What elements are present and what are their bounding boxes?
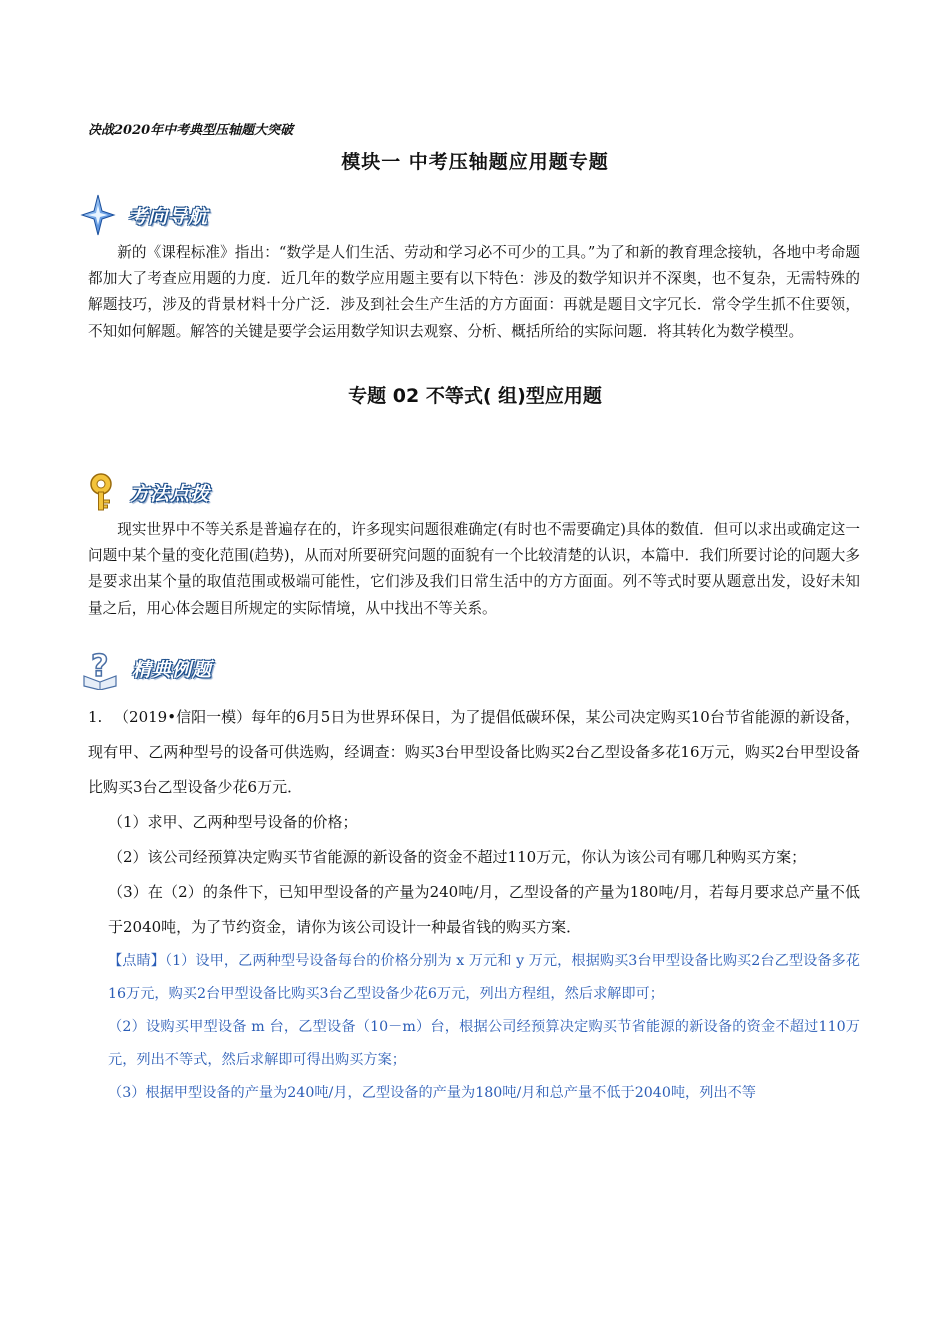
hint-1 — [88, 945, 860, 1011]
compass-star-icon — [80, 193, 116, 237]
section-header-kaoxiang — [80, 193, 208, 237]
hint-label: 【点睛】 — [108, 953, 165, 969]
section-header-jingdian — [80, 646, 212, 690]
module-title: 模块一 中考压轴题应用题专题 — [341, 151, 609, 173]
hint-2: （2）设购买甲型设备 m 台，乙型设备（10－m）台，根据公司经预算决定购买节省能源的新设备的资金不超过110万元，列出不等式，然后求解即可得出购买方案； — [108, 1019, 860, 1068]
topic-title: 专题 02 不等式( 组)型应用题 — [348, 385, 602, 407]
intro-paragraph: 新的《课程标准》指出：“数学是人们生活、劳动和学习必不可少的工具。”为了和新的教育理念接轨，各地中考命题都加大了考查应用题的力度．近几年的数学应用题主要有以下特色：涉及的数学知识并不深奥，也不复杂，无需特殊的解题技巧，涉及的背景材料十分广泛．涉及到社会生产生活的方方面面：再就是题目文字冗长．常令学生抓不住要领，不知如何解题。解答的关键是要学会运用数学知识去观察、分析、概括所给的实际问题．将其转化为数学模型。 — [88, 244, 860, 340]
question-part-2: （2）该公司经预算决定购买节省能源的新设备的资金不超过110万元，你认为该公司有哪几种购买方案； — [108, 848, 807, 866]
question-1 — [88, 700, 860, 1110]
hint-3: （3）根据甲型设备的产量为240吨/月，乙型设备的产量为180吨/月和总产量不低于2040吨，列出不等 — [108, 1085, 756, 1101]
question-book-icon — [80, 646, 120, 690]
section-label: 方法点拨 — [130, 482, 211, 505]
section-label: 精典例题 — [132, 658, 213, 681]
section-header-fangfa — [84, 470, 210, 514]
key-icon — [84, 472, 118, 512]
question-stem-text: （2019•信阳一模）每年的6月5日为世界环保日，为了提倡低碳环保，某公司决定购买10台节省能源的新设备，现有甲、乙两种型号的设备可供选购，经调查：购买3台甲型设备比购买2台乙型设备多花16万元，购买2台甲型设备比购买3台乙型设备少花6万元． — [88, 708, 860, 796]
method-paragraph: 现实世界中不等关系是普遍存在的，许多现实问题很难确定(有时也不需要确定)具体的数值．但可以求出或确定这一问题中某个量的变化范围(趋势)，从而对所要研究问题的面貌有一个比较清楚的认识，本篇中．我们所要讨论的问题大多是要求出某个量的取值范围或极端可能性，它们涉及我们日常生活中的方方面面。列不等式时要从题意出发，设好未知量之后，用心体会题目所规定的实际情境，从中找出不等关系。 — [88, 521, 860, 617]
svg-text:?: ? — [91, 649, 109, 684]
section-label: 考向导航 — [128, 205, 209, 228]
question-part-1: （1）求甲、乙两种型号设备的价格； — [108, 813, 358, 831]
header-note: 决战2020年中考典型压轴题大突破 — [88, 123, 294, 138]
question-part-3: （3）在（2）的条件下，已知甲型设备的产量为240吨/月，乙型设备的产量为180吨/月，若每月要求总产量不低于2040吨，为了节约资金，请你为该公司设计一种最省钱的购买方案． — [108, 883, 860, 936]
hint-1-text: （1）设甲，乙两种型号设备每台的价格分别为 x 万元和 y 万元，根据购买3台甲型设备比购买2台乙型设备多花16万元，购买2台甲型设备比购买3台乙型设备少花6万元，列出方程组，然后求解即可； — [108, 953, 860, 1002]
question-number: 1. — [88, 708, 103, 726]
question-stem — [88, 700, 860, 805]
